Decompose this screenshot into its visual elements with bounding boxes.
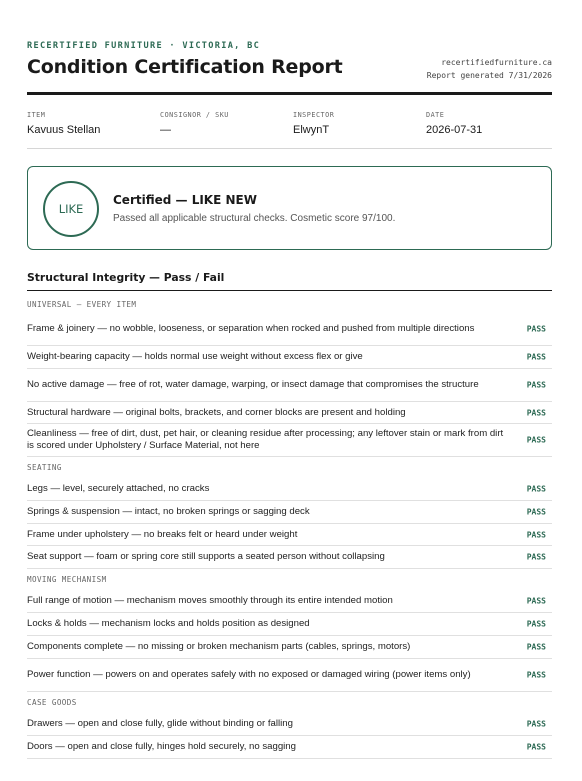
check-description: Springs & suspension — intact, no broken springs or sagging deck bbox=[27, 506, 310, 517]
generated-date: Report generated 7/31/2026 bbox=[426, 71, 552, 80]
pass-badge: PASS bbox=[526, 742, 546, 752]
check-description: Cleanliness — free of dirt, dust, pet hair, or cleaning residue after processing; any leftover stain or mark from dirt is scored under Upholstery / Surface Material, not here bbox=[27, 428, 504, 451]
check-description: Weight-bearing capacity — holds normal use weight without excess flex or give bbox=[27, 351, 363, 362]
pass-badge: PASS bbox=[526, 596, 546, 606]
field-value: Kavuus Stellan bbox=[27, 124, 101, 136]
check-description: Drawers — open and close fully, glide without binding or falling bbox=[27, 718, 293, 729]
check-row bbox=[27, 524, 552, 546]
check-row bbox=[27, 736, 552, 759]
check-row bbox=[27, 636, 552, 659]
field-date bbox=[426, 111, 482, 136]
group-heading: SEATING bbox=[27, 463, 62, 472]
pass-badge: PASS bbox=[526, 352, 546, 362]
group-heading: UNIVERSAL — EVERY ITEM bbox=[27, 300, 137, 309]
pass-badge: PASS bbox=[526, 670, 546, 680]
header-divider bbox=[27, 92, 552, 95]
check-description: Legs — level, securely attached, no cracks bbox=[27, 483, 210, 494]
pass-badge: PASS bbox=[526, 530, 546, 539]
check-description: Full range of motion — mechanism moves smoothly through its entire intended motion bbox=[27, 595, 393, 606]
page-title: Condition Certification Report bbox=[27, 56, 343, 78]
check-row bbox=[27, 402, 552, 424]
group-heading: CASE GOODS bbox=[27, 698, 77, 707]
check-description: Frame under upholstery — no breaks felt or heard under weight bbox=[27, 528, 298, 540]
item-details bbox=[27, 111, 552, 149]
check-row bbox=[27, 313, 552, 346]
pass-badge: PASS bbox=[526, 552, 546, 562]
report-meta bbox=[427, 56, 552, 82]
pass-badge: PASS bbox=[526, 619, 546, 629]
field-label: INSPECTOR bbox=[293, 111, 335, 119]
check-row bbox=[27, 478, 552, 501]
check-description: Seat support — foam or spring core still supports a seated person without collapsing bbox=[27, 551, 385, 562]
check-description: Frame & joinery — no wobble, looseness, or separation when rocked and pushed from multiple directions bbox=[27, 323, 475, 334]
pass-badge: PASS bbox=[526, 408, 546, 417]
field-value: 2026-07-31 bbox=[426, 124, 483, 136]
pass-badge: PASS bbox=[526, 642, 546, 652]
check-row bbox=[27, 546, 552, 569]
check-description: Components complete — no missing or broken mechanism parts (cables, springs, motors) bbox=[27, 641, 411, 652]
check-row bbox=[27, 613, 552, 636]
site-url[interactable]: recertifiedfurniture.ca bbox=[441, 58, 552, 67]
pass-badge: PASS bbox=[526, 507, 546, 517]
check-description: No active damage — free of rot, water damage, warping, or insect damage that compromises the structure bbox=[27, 379, 479, 390]
check-description: Doors — open and close fully, hinges hold securely, no sagging bbox=[27, 741, 296, 752]
pass-badge: PASS bbox=[526, 484, 546, 494]
pass-badge: PASS bbox=[526, 719, 546, 729]
pass-badge: PASS bbox=[526, 435, 546, 445]
section-title: Structural Integrity — Pass / Fail bbox=[27, 271, 225, 284]
checklist bbox=[27, 296, 552, 759]
field-label: ITEM bbox=[27, 111, 46, 119]
field-value: — bbox=[160, 124, 171, 136]
section-divider bbox=[27, 290, 552, 291]
grade-badge: LIKE bbox=[43, 181, 99, 237]
field-value: ElwynT bbox=[293, 124, 330, 136]
check-row bbox=[27, 424, 552, 457]
check-row bbox=[27, 659, 552, 692]
check-description: Power function — powers on and operates safely with no exposed or damaged wiring (power items only) bbox=[27, 669, 471, 680]
field-inspector bbox=[293, 111, 334, 136]
field-label: CONSIGNOR / SKU bbox=[160, 111, 229, 119]
group-heading: MOVING MECHANISM bbox=[27, 575, 107, 584]
check-description: Locks & holds — mechanism locks and holds position as designed bbox=[27, 618, 310, 629]
check-row bbox=[27, 713, 552, 736]
check-row bbox=[27, 501, 552, 524]
field-item bbox=[27, 111, 100, 136]
pass-badge: PASS bbox=[526, 380, 546, 390]
certification-title: Certified — LIKE NEW bbox=[113, 193, 257, 207]
certification-box bbox=[27, 166, 552, 250]
certification-description: Passed all applicable structural checks. Cosmetic score 97/100. bbox=[113, 213, 396, 224]
pass-badge: PASS bbox=[526, 324, 546, 334]
brand-line: RECERTIFIED FURNITURE · VICTORIA, BC bbox=[27, 41, 261, 51]
field-consignor-sku bbox=[160, 111, 229, 136]
check-description: Structural hardware — original bolts, brackets, and corner blocks are present and holding bbox=[27, 406, 406, 418]
check-row bbox=[27, 346, 552, 369]
check-row bbox=[27, 369, 552, 402]
field-label: DATE bbox=[426, 111, 445, 119]
check-row bbox=[27, 590, 552, 613]
